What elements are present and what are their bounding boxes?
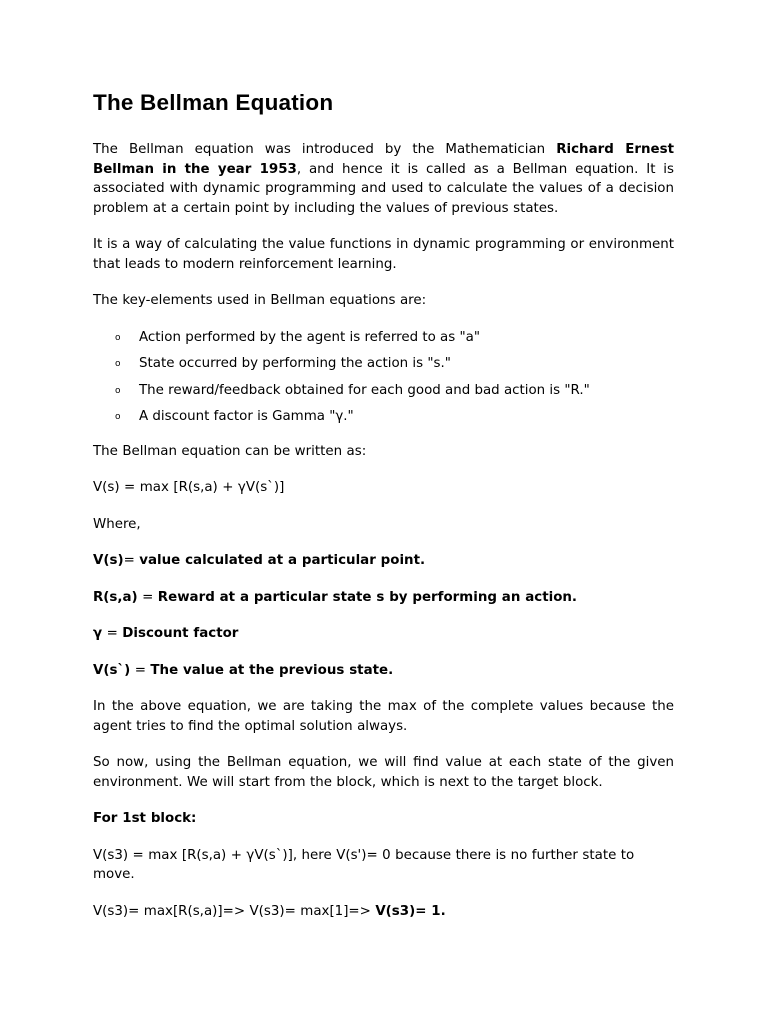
bullet-icon: o [115,385,121,396]
list-item [93,381,674,401]
definition-v-s [93,551,674,571]
bullet-icon: o [115,332,121,343]
v-s3-result-line [93,902,674,922]
intro-bold-text: Richard Ernest Bellman in the year 1953 [93,142,674,177]
definition-description: The value at the previous state. [150,662,394,678]
value-function-paragraph: It is a way of calculating the value functions in dynamic programming or environment that leads to modern reinforcement learning. [93,237,674,272]
definition-separator: = [137,589,158,605]
bellman-equation: V(s) = max [R(s,a) + γV(s`)] [93,480,285,495]
intro-text-after: , and hence it is called as a Bellman equation. It is associated with dynamic programming and used to calculate the values of a decision problem at a certain point by including the values of previous states. [93,161,675,216]
block-heading-text: For 1st block: [93,811,197,826]
list-item [93,407,674,427]
max-explanation-paragraph: In the above equation, we are taking the max of the complete values because the agent tries to find the optimal solution always. [93,699,674,734]
v-s3-result-normal: V(s3)= max[R(s,a)]=> V(s3)= max[1]=> [93,903,376,919]
intro-text-before: The Bellman equation was introduced by the Mathematician [93,142,557,157]
definition-separator: = [130,662,151,678]
list-item [93,328,674,348]
list-item-text: State occurred by performing the action is "s." [139,356,451,371]
definition-description: value calculated at a particular point. [139,553,426,568]
definition-r-sa [93,588,674,608]
list-item-text: A discount factor is Gamma "γ." [139,409,354,424]
definition-v-s-prev [93,661,674,681]
definition-term: γ [93,626,103,641]
definition-separator: = [123,553,140,568]
written-as-text: The Bellman equation can be written as: [93,443,367,459]
page-title: The Bellman Equation [93,90,334,115]
v-s3-result-bold: V(s3)= 1. [375,903,446,919]
definition-term: V(s) [93,553,124,568]
document-page [93,86,674,938]
definition-description: Reward at a particular state s by performing an action. [157,589,578,605]
list-item-text: The reward/feedback obtained for each good and bad action is "R." [139,382,590,398]
key-elements-list [93,328,674,427]
definition-gamma [93,624,674,644]
block-heading [93,809,674,829]
bullet-icon: o [115,359,121,369]
v-s3-equation-line: V(s3) = max [R(s,a) + γV(s`)], here V(s')= 0 because there is no further state to move. [93,847,635,882]
bullet-icon: o [115,412,121,422]
definition-term: V(s`) [93,662,131,678]
so-now-paragraph: So now, using the Bellman equation, we will find value at each state of the given environment. We will start from the block, which is next to the target block. [93,755,674,790]
key-elements-intro: The key-elements used in Bellman equations are: [93,293,427,308]
list-item [93,354,674,374]
definition-separator: = [102,626,123,641]
list-item-text: Action performed by the agent is referred to as "a" [139,329,480,345]
where-label: Where, [93,516,141,532]
definition-description: Discount factor [122,626,239,641]
intro-paragraph [93,140,674,218]
definition-term: R(s,a) [93,589,138,605]
